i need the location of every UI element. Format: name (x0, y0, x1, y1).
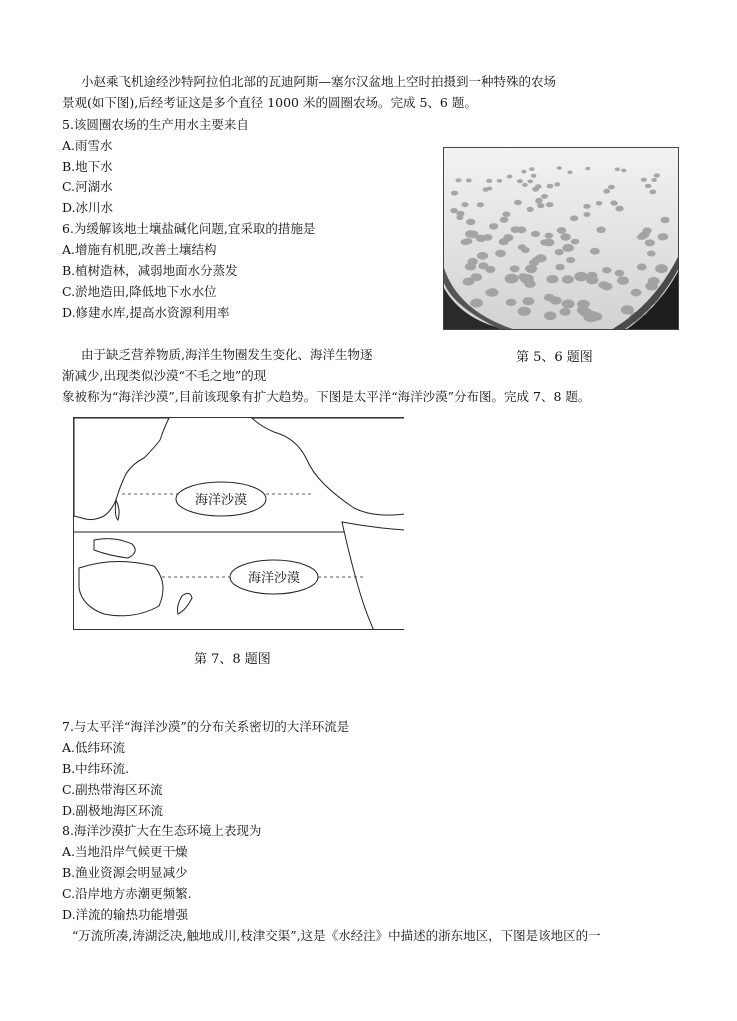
farm-circle (535, 199, 541, 203)
q8-stem: 8.海洋沙漠扩大在生态环境上表现为 (62, 823, 262, 838)
farm-circle (615, 206, 623, 212)
farm-circle (615, 168, 620, 172)
q7-option-b: B.中纬环流. (62, 761, 130, 776)
farm-circle (502, 212, 510, 218)
farm-circle (574, 272, 588, 282)
farm-circle (510, 265, 520, 272)
q6-option-a: A.增施有机肥,改善土壤结构 (62, 242, 217, 257)
farm-circle (463, 238, 472, 244)
closing-line: “万流所凑,涛湖泛决,触地成川,枝津交渠”,这是《水经注》中描述的浙东地区，下图是该地区的一 (72, 928, 601, 943)
farm-circle (567, 171, 572, 175)
farm-circle (647, 251, 656, 257)
farm-circle (483, 187, 489, 191)
farm-circle (648, 277, 660, 285)
farm-circle (546, 275, 558, 283)
farm-circle (661, 217, 670, 223)
farm-circle (562, 299, 575, 308)
intro-line-2: 景观(如下图),后经考证这是多个直径 1000 米的圆圈农场。完成 5、6 题。 (62, 95, 477, 110)
farm-circle (527, 180, 533, 184)
farm-circle (570, 215, 578, 221)
farm-circle (590, 248, 600, 255)
south-desert-label: 海洋沙漠 (247, 571, 301, 586)
farm-circle (545, 233, 554, 239)
farm-circle (518, 273, 528, 280)
farm-circle (462, 202, 469, 207)
north-desert-label: 海洋沙漠 (194, 493, 248, 508)
q6-option-d: D.修建水库,提高水资源利用率 (62, 305, 230, 320)
farm-circle (562, 275, 574, 283)
farm-circle (603, 189, 610, 194)
australia-landmass (79, 561, 163, 615)
farm-circle (483, 234, 492, 241)
farm-circle (470, 299, 483, 308)
farm-circle (602, 267, 611, 273)
farm-circle (631, 289, 642, 297)
farm-circle (544, 311, 556, 320)
farm-circle (645, 184, 651, 189)
farm-circle (583, 204, 590, 209)
farm-circle (485, 266, 495, 273)
farm-circle (531, 174, 537, 178)
farm-circle (610, 201, 617, 206)
pacific-map-graphic (74, 418, 404, 630)
q5-option-c: C.河湖水 (62, 179, 113, 194)
farm-circle (500, 217, 509, 223)
farm-circle (608, 185, 615, 190)
farm-circle (487, 288, 499, 296)
farm-circle (585, 167, 590, 170)
farm-circle (497, 179, 503, 183)
farm-circle (643, 227, 652, 233)
farm-circle (527, 207, 534, 212)
intro2-line-2: 渐减少,出现类似沙漠“不毛之地”的现 (62, 368, 267, 383)
farm-circle (517, 179, 523, 183)
farm-circle (555, 264, 564, 271)
farm-circle (555, 249, 564, 255)
farm-circle (477, 252, 488, 260)
farm-circle (451, 191, 458, 196)
intro2-line-3: 象被称为“海洋沙漠”,目前该现象有扩大趋势。下图是太平洋“海洋沙漠”分布图。完成 7、8 题。 (62, 389, 591, 404)
farm-circle (649, 190, 656, 195)
farm-circle (495, 250, 506, 257)
farm-circle (655, 264, 668, 273)
farm-circle (615, 270, 625, 277)
farm-circle (554, 182, 560, 186)
farm-circle (637, 264, 647, 271)
farm-circle (658, 233, 669, 240)
farm-circle (541, 194, 548, 199)
farm-circle (456, 178, 462, 182)
q8-option-d: D.洋流的输热功能增强 (62, 907, 189, 922)
farm-circle (522, 183, 528, 187)
q5-stem: 5.该圆圈农场的生产用水主要来自 (62, 117, 249, 132)
circle-farm-photo-graphic (444, 148, 679, 330)
farm-circle (466, 178, 472, 182)
farm-circle (641, 178, 647, 182)
farm-circle (557, 166, 562, 170)
intro2-line-1: 由于缺乏营养物质,海洋生物圈发生变化、海洋生物逐 (81, 347, 373, 362)
farm-circle (590, 312, 602, 320)
farm-circle (450, 208, 458, 213)
circle-farm-photo (443, 147, 679, 330)
q7-option-d: D.副极地海区环流 (62, 803, 164, 818)
farm-circle (560, 233, 571, 240)
farm-circle (507, 175, 513, 179)
q5-option-a: A.雨雪水 (62, 138, 113, 153)
farm-circle (546, 202, 553, 207)
farm-circle (465, 230, 476, 237)
farm-circle (560, 308, 571, 316)
farm-circle (489, 223, 498, 229)
farm-circle (598, 281, 609, 289)
farm-circle (596, 201, 603, 206)
farm-circle (505, 274, 519, 284)
farm-circle (468, 258, 478, 265)
farm-circle (466, 219, 475, 226)
farm-circle (571, 239, 579, 245)
q5-option-d: D.冰川水 (62, 200, 114, 215)
q8-option-a: A.当地沿岸气候更干燥 (62, 844, 188, 859)
intro-line-1: 小赵乘飞机途经沙特阿拉伯北部的瓦迪阿斯—塞尔汉盆地上空时拍摄到一种特殊的农场 (81, 74, 557, 89)
farm-circle (617, 276, 629, 284)
farm-circle (529, 167, 534, 171)
farm-circle (651, 178, 657, 182)
farm-circle (587, 272, 598, 279)
q6-option-c: C.淤地造田,降低地下水水位 (62, 284, 217, 299)
farm-circle (517, 227, 527, 234)
farm-circle (525, 265, 537, 274)
farm-circle (521, 170, 526, 174)
farm-circle (637, 234, 645, 240)
q7-option-c: C.副热带海区环流 (62, 782, 163, 797)
farm-circle (503, 234, 513, 241)
farm-circle (506, 299, 517, 306)
pacific-ocean-desert-map (73, 417, 404, 630)
photo-caption: 第 5、6 题图 (516, 350, 593, 365)
farm-circle (518, 307, 531, 316)
q7-option-a: A.低纬环流 (62, 740, 126, 755)
q5-option-b: B.地下水 (62, 159, 113, 174)
farm-circle (463, 278, 475, 286)
farm-circle (523, 297, 535, 305)
farm-circle (545, 239, 555, 246)
farm-circle (477, 202, 484, 207)
farm-circle (486, 179, 492, 183)
map-caption: 第 7、8 题图 (194, 652, 271, 667)
farm-circle (562, 244, 574, 252)
farm-circle (596, 227, 605, 234)
farm-circle (514, 200, 522, 205)
q7-stem: 7.与太平洋“海洋沙漠”的分布关系密切的大洋环流是 (62, 719, 350, 734)
farm-circle (537, 203, 544, 208)
farm-circle (645, 239, 655, 246)
farm-circle (654, 173, 660, 177)
farm-circle (566, 257, 575, 263)
farm-circle (577, 306, 589, 314)
farm-circle (518, 244, 526, 250)
farm-circle (557, 227, 567, 234)
farm-circle (456, 215, 463, 220)
q6-option-b: B.植树造林，减弱地面水分蒸发 (62, 263, 238, 278)
farm-circle (532, 187, 539, 192)
farm-circle (547, 184, 554, 189)
farm-circle (621, 169, 626, 173)
q8-option-c: C.沿岸地方赤潮更频繁. (62, 886, 192, 901)
q6-stem: 6.为缓解该地土壤盐碱化问题,宜采取的措施是 (62, 221, 316, 236)
farm-circle (544, 294, 555, 302)
farm-circle (583, 212, 590, 217)
q8-option-b: B.渔业资源会明显减少 (62, 865, 188, 880)
farm-circle (531, 231, 540, 237)
